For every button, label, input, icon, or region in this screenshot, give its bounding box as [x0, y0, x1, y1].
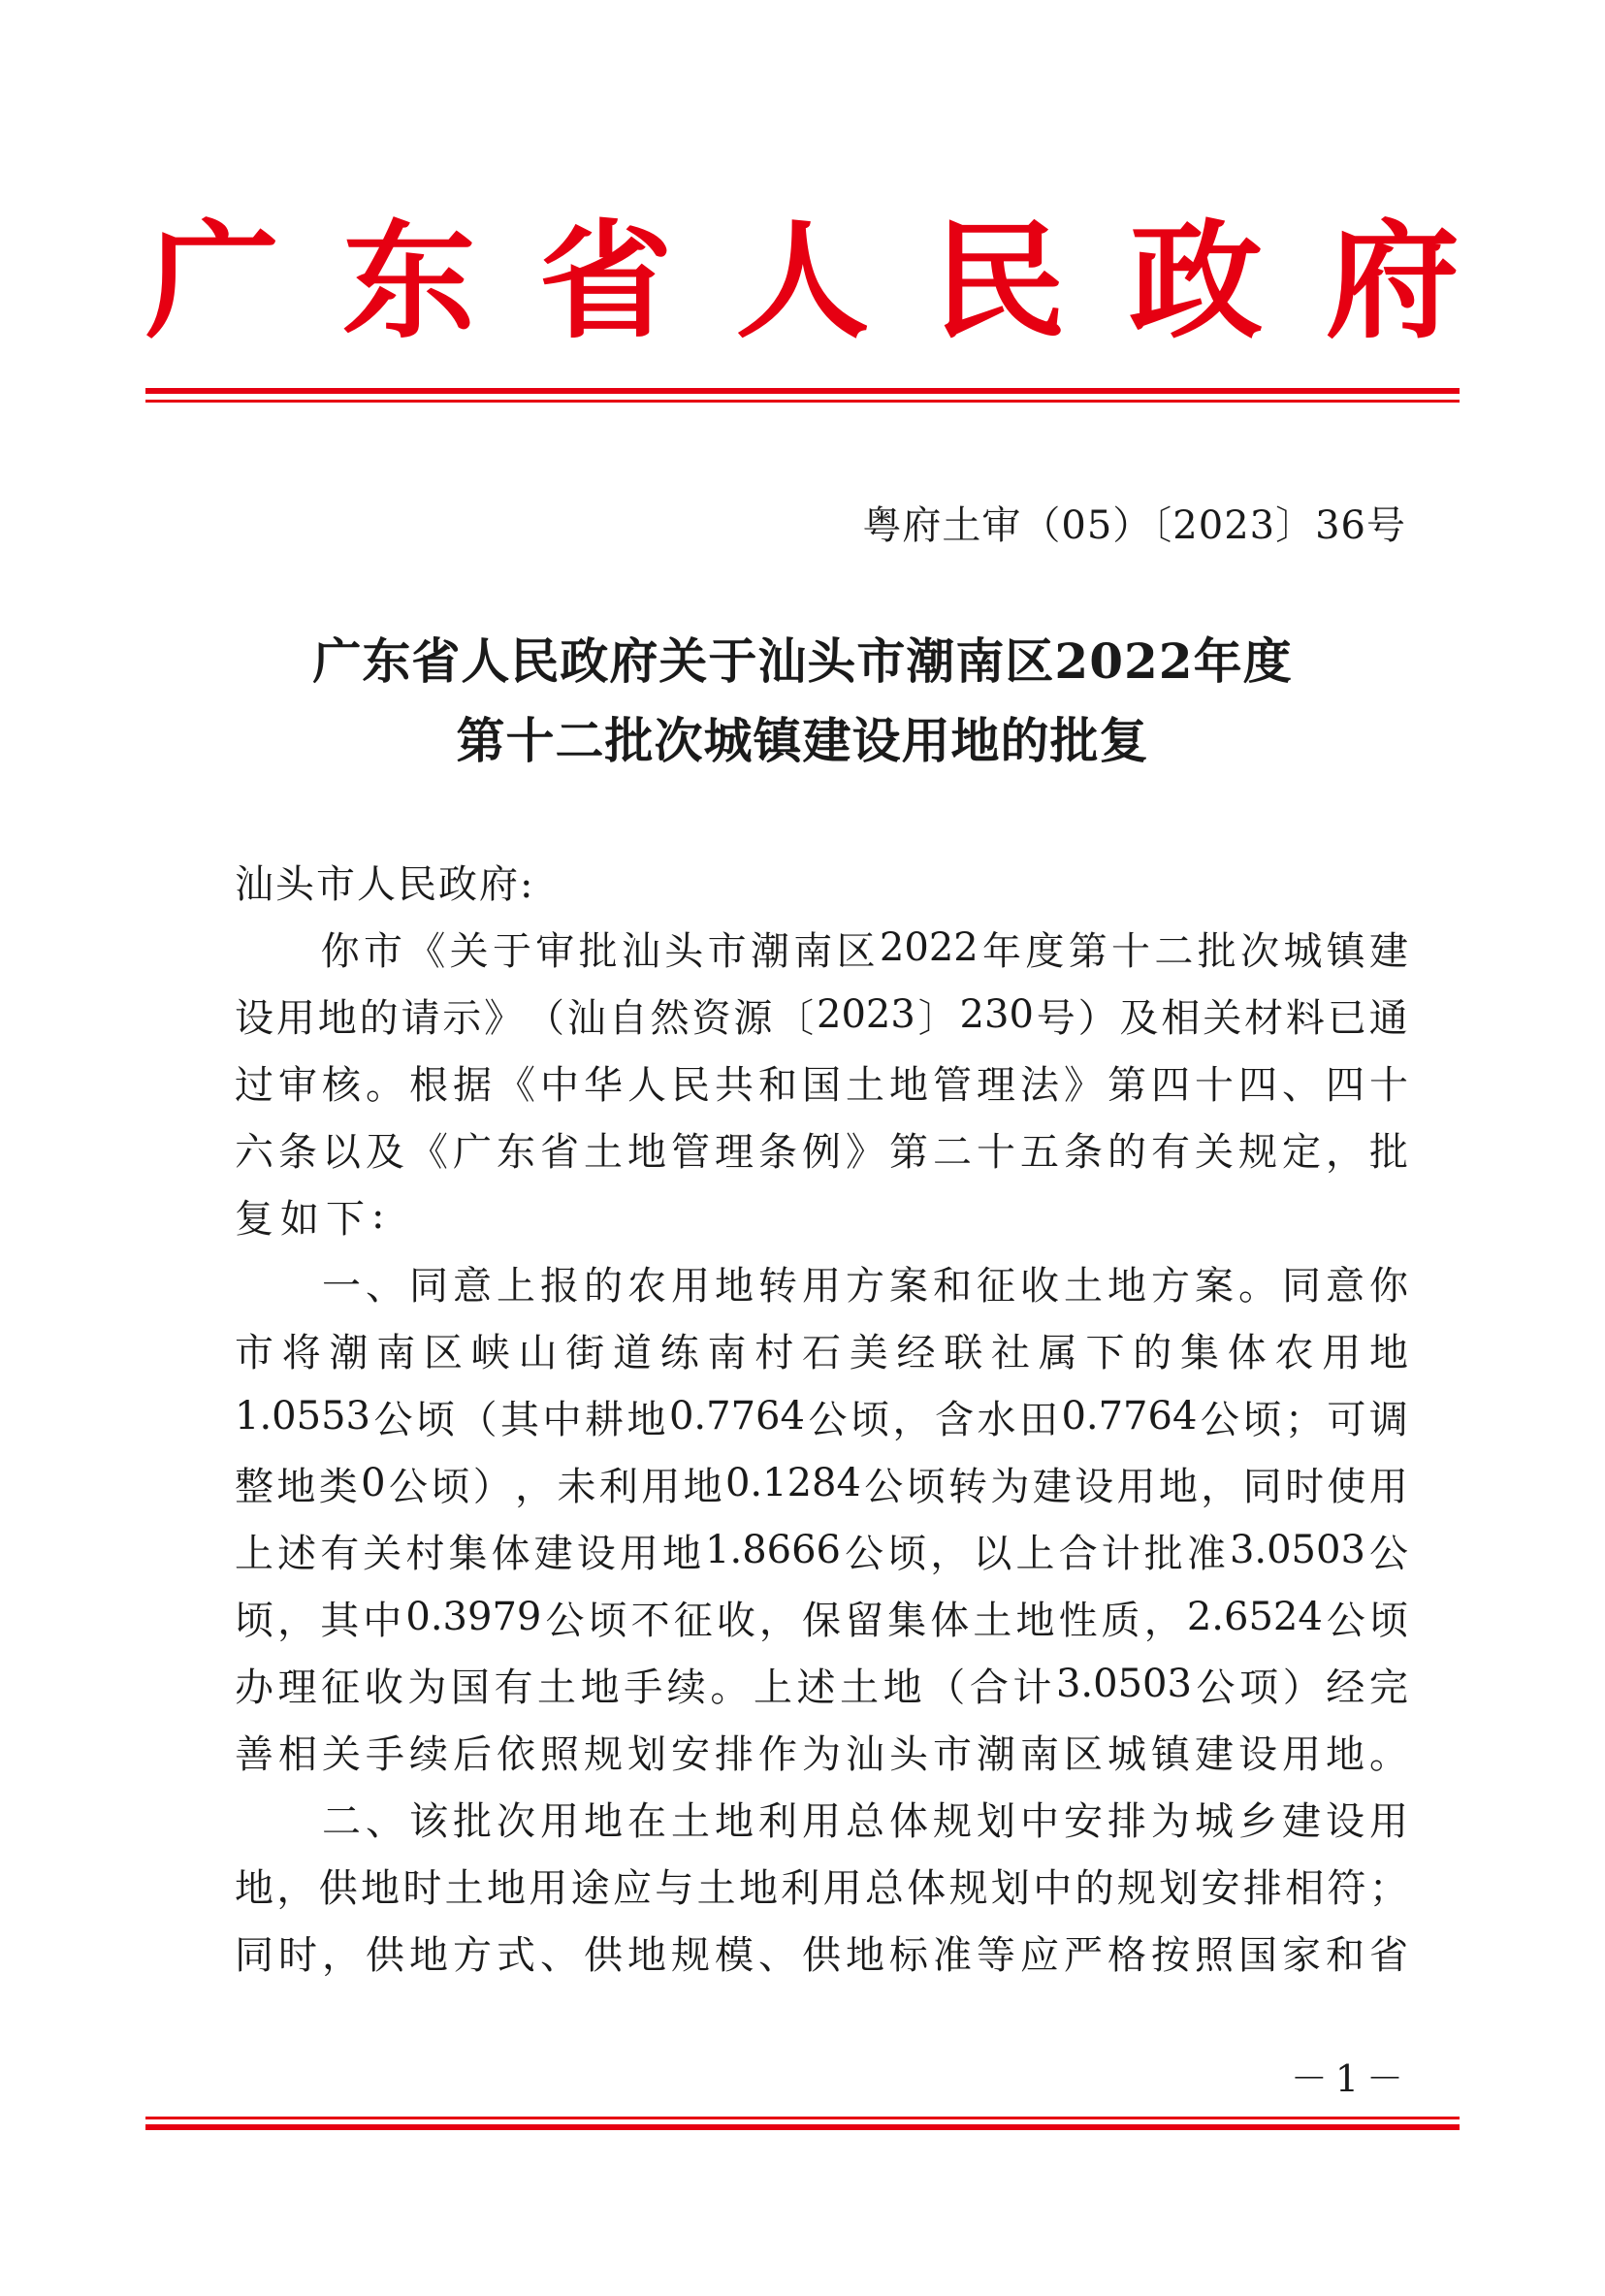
addressee: 汕头市人民政府: — [235, 862, 535, 907]
header-char: 省 — [538, 206, 673, 356]
header-char: 民 — [932, 206, 1067, 356]
footer-red-rule-thick — [145, 2124, 1460, 2130]
body-line: 上 述 有 关 村 集 体 建 设 用 地 1.8666 公 顷 ， 以 上 合 计 批 准 3.0503 公 — [235, 1528, 1408, 1576]
header-char: 府 — [1325, 206, 1460, 356]
body-line: 市 将 潮 南 区 峡 山 街 道 练 南 村 石 美 经 联 社 属 下 的 集 体 农 用 地 — [235, 1330, 1408, 1375]
body-line: 设 用 地 的 请 示 》 （ 汕 自 然 资 源 〔 2023 〕 230 号 ） 及 相 关 材 料 已 通 — [235, 992, 1408, 1041]
page-number: －1－ — [1290, 2057, 1411, 2100]
body-line: 整 地 类 0 公 顷 ） ， 未 利 用 地 0.1284 公 顷 转 为 建 设 用 地 ， 同 时 使 用 — [235, 1461, 1408, 1509]
body-line: 1.0553 公 顷 （ 其 中 耕 地 0.7764 公 顷 ， 含 水 田 0.7764 公 顷 ； 可 调 — [235, 1394, 1408, 1442]
header-char: 东 — [341, 206, 476, 356]
document-title-line-1: 广东省人民政府关于汕头市潮南区2022年度 — [312, 632, 1293, 690]
body-line: 善 相 关 手 续 后 依 照 规 划 安 排 作 为 汕 头 市 潮 南 区 城 镇 建 设 用 地 。 — [235, 1731, 1408, 1777]
header-char: 政 — [1129, 206, 1264, 356]
header-char: 人 — [735, 206, 870, 356]
header-red-rule-thick — [145, 388, 1460, 394]
body-line: 办 理 征 收 为 国 有 土 地 手 续 。 上 述 土 地 （ 合 计 3.0503 公 项 ） 经 完 — [235, 1662, 1408, 1710]
document-title-line-2: 第十二批次城镇建设用地的批复 — [456, 712, 1149, 769]
header-char: 广 — [145, 206, 280, 356]
body-line: 六 条 以 及 《 广 东 省 土 地 管 理 条 例 》 第 二 十 五 条 的 有 关 规 定 ， 批 — [235, 1129, 1408, 1175]
body-line: 复 如 下 : — [235, 1193, 385, 1242]
body-line: 你 市 《 关 于 审 批 汕 头 市 潮 南 区 2022 年 度 第 十 二 批 次 城 镇 建 — [320, 925, 1408, 974]
body-line: 过 审 核 。 根 据 《 中 华 人 民 共 和 国 土 地 管 理 法 》 第 四 十 四 、 四 十 — [235, 1062, 1408, 1108]
body-line: 二 、 该 批 次 用 地 在 土 地 利 用 总 体 规 划 中 安 排 为 城 乡 建 设 用 — [322, 1798, 1408, 1844]
issuing-authority-header — [145, 194, 1460, 369]
footer-red-rule-thin — [145, 2117, 1460, 2119]
body-line: 顷 ， 其 中 0.3979 公 顷 不 征 收 ， 保 留 集 体 土 地 性 质 ， 2.6524 公 顷 — [235, 1595, 1408, 1643]
body-line: 地 ， 供 地 时 土 地 用 途 应 与 土 地 利 用 总 体 规 划 中 的 规 划 安 排 相 符 ； — [235, 1865, 1408, 1911]
body-line: 同 时 ， 供 地 方 式 、 供 地 规 模 、 供 地 标 准 等 应 严 格 按 照 国 家 和 省 — [235, 1932, 1408, 1978]
body-line: 一 、 同 意 上 报 的 农 用 地 转 用 方 案 和 征 收 土 地 方 案 。 同 意 你 — [322, 1263, 1408, 1309]
header-red-rule-thin — [145, 400, 1460, 403]
document-number: 粤府土审（05）〔2023〕36号 — [862, 503, 1406, 548]
